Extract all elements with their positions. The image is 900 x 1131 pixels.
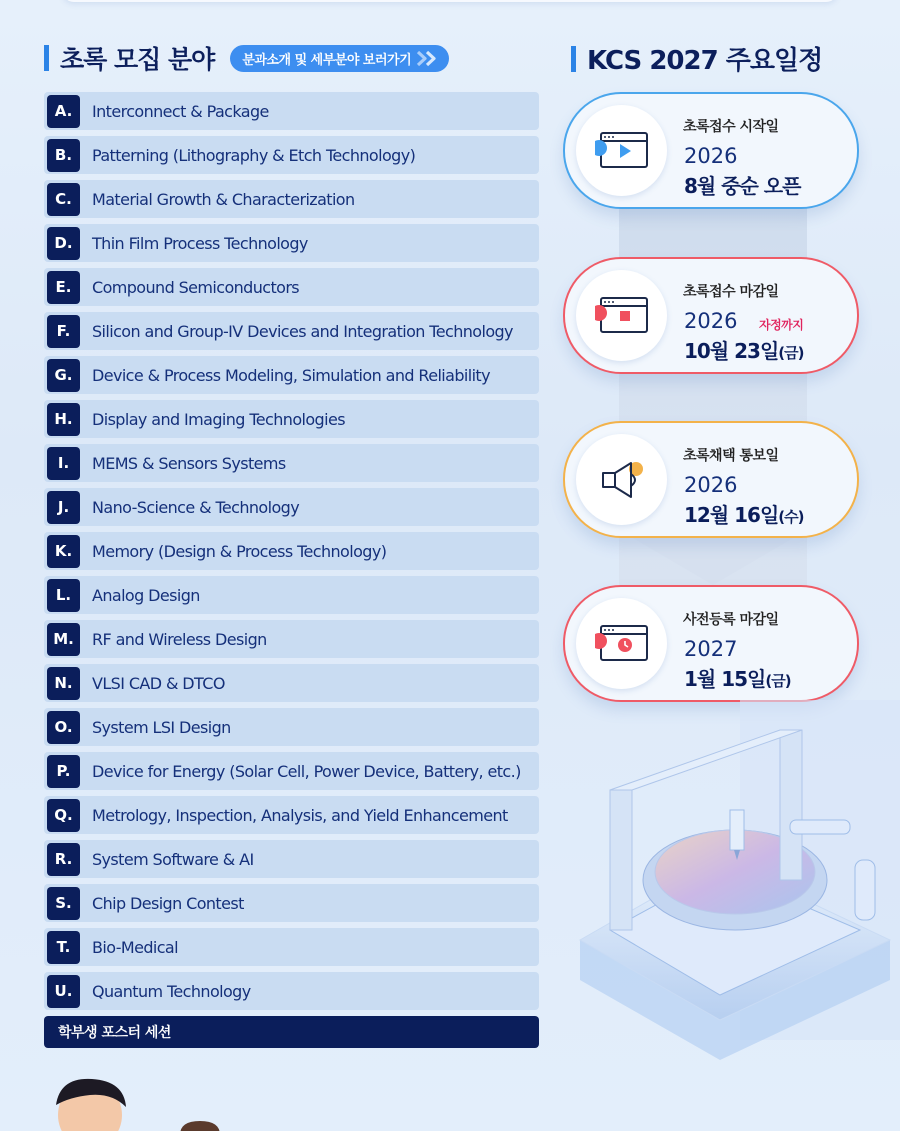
field-row <box>44 400 539 438</box>
schedule-label: 초록채택 통보일 <box>683 448 779 464</box>
field-label: Metrology, Inspection, Analysis, and Yield Enhancement <box>92 805 508 825</box>
field-letter-badge: T. <box>47 931 80 964</box>
field-row <box>44 136 539 174</box>
abstract-fields-header <box>44 40 449 76</box>
header-accent-bar <box>571 46 576 72</box>
field-letter-badge: J. <box>47 491 80 524</box>
field-row <box>44 576 539 614</box>
schedule-year: 2026 <box>684 473 738 497</box>
schedule-label: 초록접수 시작일 <box>683 119 779 135</box>
schedule-year: 2026 <box>684 144 738 168</box>
schedule-date <box>684 499 803 528</box>
schedule-icon-circle <box>576 434 667 525</box>
browser-stop-icon <box>595 296 649 336</box>
field-row <box>44 532 539 570</box>
schedule-weekday: (금) <box>778 344 804 362</box>
field-label: Patterning (Lithography & Etch Technology) <box>92 145 416 165</box>
field-row <box>44 708 539 746</box>
schedule-note: 자정까지 <box>759 318 804 332</box>
field-label: Compound Semiconductors <box>92 277 300 297</box>
field-letter-badge: H. <box>47 403 80 436</box>
schedule-year: 2027 <box>684 637 738 661</box>
field-label: System Software & AI <box>92 849 254 869</box>
abstract-field-list <box>44 92 539 1016</box>
field-label: System LSI Design <box>92 717 231 737</box>
division-intro-button-label: 분과소개 및 세부분야 보러가기 <box>242 52 412 68</box>
schedule-label: 초록접수 마감일 <box>683 284 779 300</box>
schedule-date <box>684 335 803 364</box>
field-letter-badge: O. <box>47 711 80 744</box>
field-row <box>44 356 539 394</box>
field-letter-badge: G. <box>47 359 80 392</box>
field-row <box>44 268 539 306</box>
field-letter-badge: D. <box>47 227 80 260</box>
field-row <box>44 884 539 922</box>
schedule-date: 8월 중순 오픈 <box>684 174 801 198</box>
schedule-weekday: (금) <box>765 672 791 690</box>
field-row <box>44 488 539 526</box>
field-label: Nano-Science & Technology <box>92 497 300 517</box>
field-label: Thin Film Process Technology <box>92 233 308 253</box>
schedule-icon-circle <box>576 270 667 361</box>
header-accent-bar <box>44 45 49 71</box>
field-label: Chip Design Contest <box>92 893 244 913</box>
schedule-icon-circle <box>576 598 667 689</box>
field-label: Memory (Design & Process Technology) <box>92 541 387 561</box>
field-letter-badge: S. <box>47 887 80 920</box>
field-letter-badge: N. <box>47 667 80 700</box>
field-letter-badge: K. <box>47 535 80 568</box>
field-row <box>44 928 539 966</box>
field-row <box>44 444 539 482</box>
schedule-item-acceptance-notice <box>563 421 859 538</box>
field-letter-badge: Q. <box>47 799 80 832</box>
field-label: RF and Wireless Design <box>92 629 267 649</box>
schedule-date-text: 10월 23일 <box>684 339 779 363</box>
field-label: Bio-Medical <box>92 937 178 957</box>
schedule-item-preregistration-deadline <box>563 585 859 702</box>
schedule-title: KCS 2027 주요일정 <box>587 46 823 76</box>
field-letter-badge: E. <box>47 271 80 304</box>
field-row <box>44 840 539 878</box>
schedule-year: 2026 <box>684 309 738 333</box>
field-letter-badge: P. <box>47 755 80 788</box>
characters-illustration <box>40 1075 240 1131</box>
field-row <box>44 224 539 262</box>
field-label: Analog Design <box>92 585 200 605</box>
field-letter-badge: R. <box>47 843 80 876</box>
megaphone-icon <box>595 460 649 500</box>
field-letter-badge: F. <box>47 315 80 348</box>
field-letter-badge: B. <box>47 139 80 172</box>
division-intro-button[interactable] <box>230 45 449 72</box>
field-label: Device & Process Modeling, Simulation and Reliability <box>92 365 490 385</box>
field-row <box>44 620 539 658</box>
field-label: Interconnect & Package <box>92 101 269 121</box>
field-row <box>44 92 539 130</box>
schedule-date-text: 1월 15일 <box>684 667 766 691</box>
schedule-icon-circle <box>576 105 667 196</box>
schedule-date <box>684 663 791 692</box>
field-label: Device for Energy (Solar Cell, Power Device, Battery, etc.) <box>92 761 521 781</box>
field-row <box>44 312 539 350</box>
field-letter-badge: L. <box>47 579 80 612</box>
field-letter-badge: A. <box>47 95 80 128</box>
wafer-inspection-machine-illustration <box>560 690 900 1130</box>
field-label: MEMS & Sensors Systems <box>92 453 286 473</box>
schedule-header <box>571 40 822 77</box>
field-letter-badge: I. <box>47 447 80 480</box>
field-label: Quantum Technology <box>92 981 251 1001</box>
field-label: Silicon and Group-IV Devices and Integration Technology <box>92 321 513 341</box>
top-card-edge <box>62 0 838 2</box>
browser-play-icon <box>595 131 649 171</box>
field-letter-badge: U. <box>47 975 80 1008</box>
field-row <box>44 180 539 218</box>
field-row <box>44 664 539 702</box>
abstract-fields-title: 초록 모집 분야 <box>60 45 215 74</box>
field-label: Material Growth & Characterization <box>92 189 355 209</box>
field-row <box>44 972 539 1010</box>
field-row <box>44 752 539 790</box>
field-letter-badge: M. <box>47 623 80 656</box>
field-letter-badge: C. <box>47 183 80 216</box>
schedule-label: 사전등록 마감일 <box>683 612 779 628</box>
browser-clock-icon <box>595 624 649 664</box>
field-row <box>44 796 539 834</box>
field-label: VLSI CAD & DTCO <box>92 673 225 693</box>
field-label: Display and Imaging Technologies <box>92 409 345 429</box>
double-chevron-right-icon <box>415 49 441 68</box>
timeline-arrow <box>619 530 807 585</box>
schedule-item-abstract-open <box>563 92 859 209</box>
schedule-item-abstract-deadline <box>563 257 859 374</box>
schedule-date-text: 12월 16일 <box>684 503 779 527</box>
undergrad-poster-session: 학부생 포스터 세션 <box>44 1016 539 1048</box>
schedule-weekday: (수) <box>778 508 804 526</box>
